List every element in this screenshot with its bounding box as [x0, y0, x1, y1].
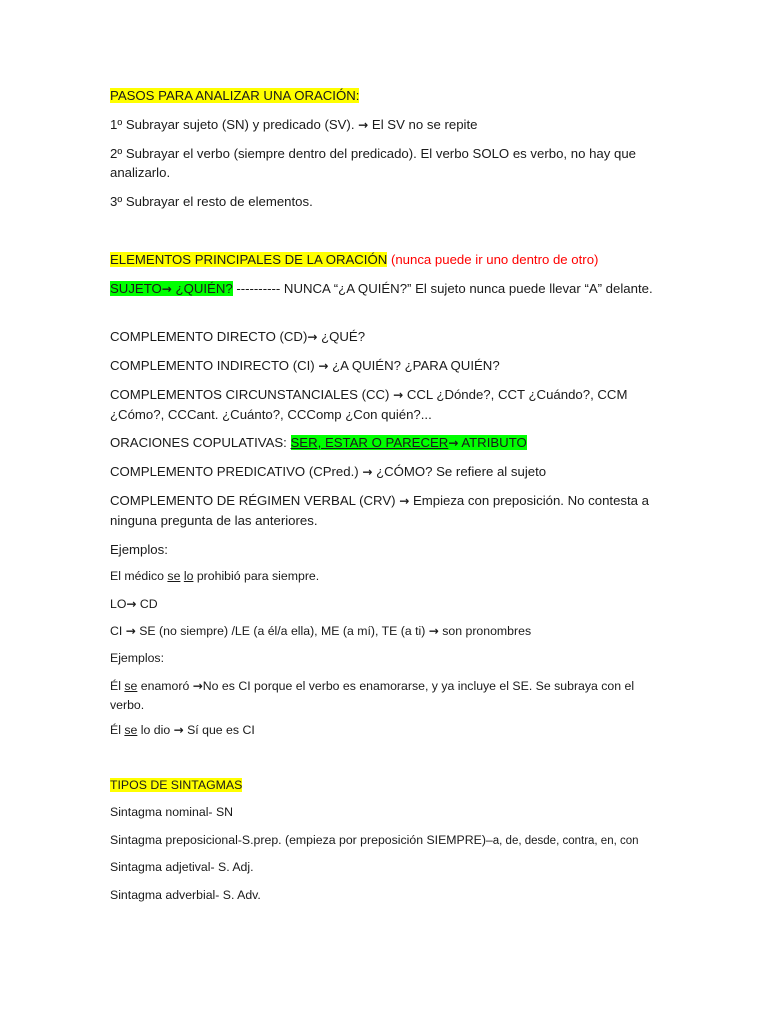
ejemplos-label-1: Ejemplos:	[110, 542, 168, 557]
sintagma-preposicional: Sintagma preposicional-S.prep. (empieza por preposición SIEMPRE)–a, de, desde, contra, en, con	[110, 833, 639, 847]
step-3: 3º Subrayar el resto de elementos.	[110, 194, 313, 209]
sintagma-adjetival: Sintagma adjetival- S. Adj.	[110, 860, 254, 874]
step-2: 2º Subrayar el verbo (siempre dentro del predicado). El verbo SOLO es verbo, no hay que analizarlo.	[110, 146, 637, 180]
step-1: 1º Subrayar sujeto (SN) y predicado (SV). → El SV no se repite	[110, 117, 478, 132]
arrow-icon: →	[161, 282, 172, 296]
ejemplos-label-2: Ejemplos:	[110, 651, 164, 665]
heading-pasos: PASOS PARA ANALIZAR UNA ORACIÓN:	[110, 88, 360, 103]
arrow-icon: →	[393, 388, 404, 402]
arrow-icon: →	[362, 465, 373, 479]
example-medico: El médico se lo prohibió para siempre.	[110, 569, 320, 583]
arrow-icon: →	[192, 679, 203, 693]
sujeto-highlight: SUJETO→ ¿QUIÉN?	[110, 281, 233, 296]
lo-cd-line: LO→ CD	[110, 597, 158, 611]
cpred-line: COMPLEMENTO PREDICATIVO (CPred.) → ¿CÓMO? Se refiere al sujeto	[110, 464, 547, 479]
copulativas-highlight: SER, ESTAR O PARECER→ ATRIBUTO	[290, 435, 527, 450]
heading-note: (nunca puede ir uno dentro de otro)	[390, 252, 599, 267]
cc-line: COMPLEMENTOS CIRCUNSTANCIALES (CC) → CCL ¿Dónde?, CCT ¿Cuándo?, CCM ¿Cómo?, CCCant. ¿Cuánto?, CCComp ¿Con quién?...	[110, 387, 628, 422]
arrow-icon: →	[126, 597, 137, 611]
arrow-icon: →	[173, 723, 184, 737]
example-enamoro: Él se enamoró →No es CI porque el verbo es enamorarse, y ya incluye el SE. Se subraya con el verbo.	[110, 679, 635, 712]
heading-sintagmas: TIPOS DE SINTAGMAS	[110, 778, 243, 792]
arrow-icon: →	[358, 118, 369, 132]
arrow-icon: →	[307, 330, 318, 344]
arrow-icon: →	[318, 359, 329, 373]
copulativas-line: ORACIONES COPULATIVAS: SER, ESTAR O PARECER→ ATRIBUTO	[110, 435, 527, 450]
sujeto-line: SUJETO→ ¿QUIÉN? ---------- NUNCA “¿A QUIÉN?” El sujeto nunca puede llevar “A” delante.	[110, 281, 653, 296]
arrow-icon: →	[448, 436, 459, 450]
sintagma-nominal: Sintagma nominal- SN	[110, 805, 234, 819]
arrow-icon: →	[399, 494, 410, 508]
arrow-icon: →	[125, 624, 136, 638]
ci-line: COMPLEMENTO INDIRECTO (CI) → ¿A QUIÉN? ¿PARA QUIÉN?	[110, 358, 500, 373]
heading-elementos: ELEMENTOS PRINCIPALES DE LA ORACIÓN (nunca puede ir uno dentro de otro)	[110, 252, 599, 267]
arrow-icon: →	[428, 624, 439, 638]
example-dio: Él se lo dio → Sí que es CI	[110, 723, 255, 737]
cd-line: COMPLEMENTO DIRECTO (CD)→ ¿QUÉ?	[110, 329, 366, 344]
ci-pronombres-line: CI → SE (no siempre) /LE (a él/a ella), ME (a mí), TE (a ti) → son pronombres	[110, 624, 532, 638]
crv-line: COMPLEMENTO DE RÉGIMEN VERBAL (CRV) → Empieza con preposición. No contesta a ninguna pregunta de las anteriores.	[110, 493, 649, 528]
sintagma-adverbial: Sintagma adverbial- S. Adv.	[110, 888, 261, 902]
